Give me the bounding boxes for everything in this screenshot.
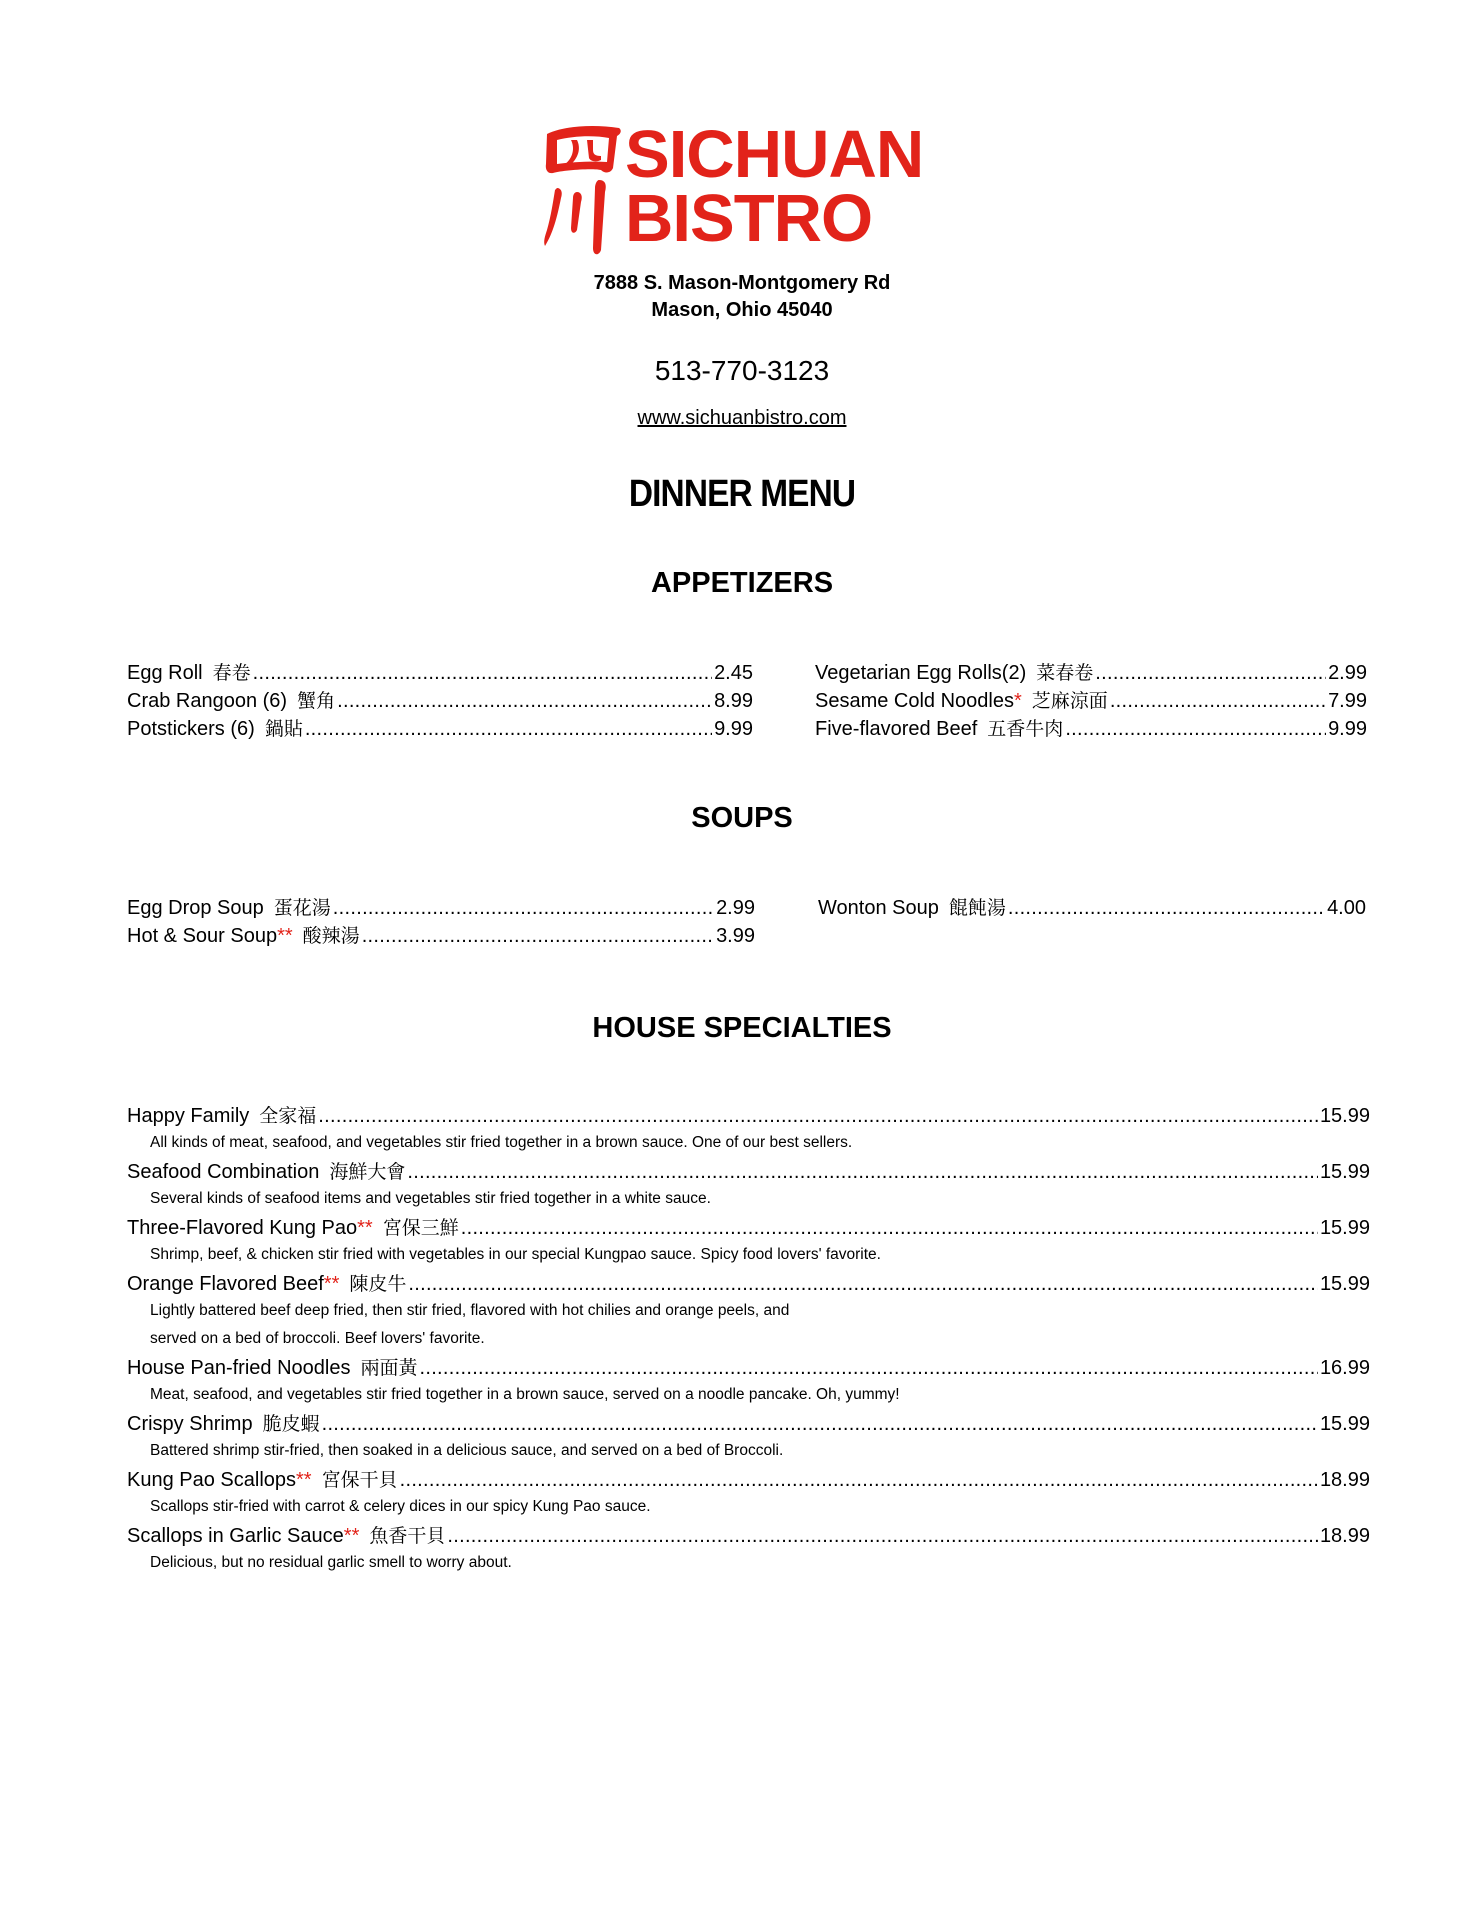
dot-leader [322,1411,1318,1437]
menu-item [815,716,1367,742]
sichuan-calligraphy-logo [543,118,625,258]
menu-item-name: Hot & Sour Soup [127,925,278,947]
menu-item-name: Egg Roll [127,662,203,684]
menu-item-price: 4.00 [1327,897,1366,919]
menu-item-chinese-name: 宮保干貝 [321,1469,398,1491]
menu-item-name: Egg Drop Soup [127,897,264,919]
menu-item-name: Five-flavored Beef [815,718,978,740]
menu-item [127,1271,1370,1297]
menu-item [127,1215,1370,1241]
menu-item-name: Scallops in Garlic Sauce [127,1525,344,1547]
dot-leader [333,895,714,921]
menu-item-description: Several kinds of seafood items and vegetables stir fried together in a white sauce. [150,1190,711,1207]
website-line [0,405,1484,431]
menu-item [127,1103,1370,1129]
menu-item-name: Crab Rangoon (6) [127,690,288,712]
dot-leader [337,688,712,714]
menu-item [127,923,755,949]
menu-item-price: 18.99 [1319,1525,1370,1547]
menu-item-description: Scallops stir-fried with carrot & celery dices in our spicy Kung Pao sauce. [150,1498,651,1515]
menu-item-chinese-name: 陳皮牛 [349,1273,407,1295]
phone-number: 513-770-3123 [654,355,830,386]
menu-item-name: Potstickers (6) [127,718,255,740]
dot-leader [1095,660,1326,686]
menu-item-price: 15.99 [1319,1105,1370,1127]
menu-item-price: 15.99 [1319,1273,1370,1295]
restaurant-logo [543,118,925,258]
menu-item-chinese-name: 酸辣湯 [302,925,360,947]
menu-item-description: Shrimp, beef, & chicken stir fried with vegetables in our special Kungpao sauce. Spicy food lovers' favorite. [150,1246,881,1263]
logo-text-sichuan: SICHUAN [625,117,924,192]
dot-leader [253,660,712,686]
menu-item-description: served on a bed of broccoli. Beef lovers' favorite. [150,1330,485,1347]
menu-item-price: 15.99 [1319,1217,1370,1239]
menu-item [127,1355,1370,1381]
dot-leader [447,1523,1318,1549]
menu-item-chinese-name: 芝麻涼面 [1031,690,1108,712]
menu-item-price: 3.99 [716,925,755,947]
menu-item-chinese-name: 脆皮蝦 [262,1413,320,1435]
spicy-marker: ** [323,1273,340,1295]
menu-item-chinese-name: 春卷 [212,662,251,684]
spicy-marker: ** [357,1217,373,1239]
dot-leader [1110,688,1326,714]
menu-item-price: 9.99 [714,718,753,740]
menu-item-price: 2.99 [716,897,755,919]
menu-item-chinese-name: 鍋貼 [264,718,303,740]
menu-item [127,716,753,742]
menu-item-chinese-name: 海鮮大會 [329,1161,406,1183]
menu-item [815,660,1367,686]
dot-leader [400,1467,1318,1493]
menu-item-chinese-name: 菜春卷 [1036,662,1094,684]
dot-leader [1008,895,1325,921]
menu-item-description: Meat, seafood, and vegetables stir fried together in a brown sauce, served on a noodle pancake. Oh, yummy! [150,1386,900,1403]
menu-item-chinese-name: 蟹角 [297,690,336,712]
menu-item [818,895,1366,921]
menu-item-name: Three-Flavored Kung Pao [127,1217,358,1239]
menu-item-price: 9.99 [1328,718,1367,740]
spicy-marker: * [1014,690,1022,712]
menu-item-price: 8.99 [714,690,753,712]
dot-leader [362,923,714,949]
menu-item-description: All kinds of meat, seafood, and vegetables stir fried together in a brown sauce. One of our best sellers. [150,1134,853,1151]
menu-item-name: Orange Flavored Beef [127,1273,324,1295]
menu-item-description: Delicious, but no residual garlic smell to worry about. [150,1554,512,1571]
menu-item-price: 15.99 [1319,1413,1370,1435]
section-title-appetizers: APPETIZERS [650,567,834,599]
section-title-soups: SOUPS [691,802,793,834]
menu-title: DINNER MENU [628,473,856,515]
menu-item [127,1159,1370,1185]
dot-leader [1065,716,1326,742]
menu-item-name: Wonton Soup [818,897,939,919]
dot-leader [408,1271,1318,1297]
menu-item-chinese-name: 魚香干貝 [369,1525,446,1547]
menu-item-chinese-name: 宮保三鮮 [382,1217,459,1239]
menu-item-name: Kung Pao Scallops [127,1469,297,1491]
address-street: 7888 S. Mason-Montgomery Rd [593,272,891,294]
spicy-marker: ** [343,1525,360,1547]
address-city: Mason, Ohio 45040 [651,299,833,321]
menu-item-chinese-name: 餛飩湯 [948,897,1006,919]
menu-item-name: House Pan-fried Noodles [127,1357,351,1379]
menu-item-price: 15.99 [1319,1161,1370,1183]
menu-item-name: Happy Family [127,1105,250,1127]
menu-item [127,1411,1370,1437]
menu-item-name: Crispy Shrimp [127,1413,253,1435]
menu-item [127,660,753,686]
section-title-house-specialties: HOUSE SPECIALTIES [592,1012,892,1044]
menu-item [127,895,755,921]
menu-item-price: 16.99 [1319,1357,1370,1379]
dot-leader [305,716,712,742]
menu-item-chinese-name: 兩面黃 [360,1357,418,1379]
menu-item-price: 7.99 [1328,690,1367,712]
menu-item [815,688,1367,714]
dot-leader [461,1215,1318,1241]
menu-item-name: Vegetarian Egg Rolls(2) [815,662,1027,684]
dot-leader [407,1159,1318,1185]
dot-leader [419,1355,1317,1381]
menu-item [127,688,753,714]
menu-item-name: Seafood Combination [127,1161,320,1183]
menu-item-price: 18.99 [1319,1469,1370,1491]
spicy-marker: ** [277,925,293,947]
menu-item-chinese-name: 全家福 [259,1105,317,1127]
menu-item [127,1467,1370,1493]
logo-text-bistro: BISTRO [625,181,873,256]
dot-leader [318,1103,1318,1129]
menu-item-chinese-name: 五香牛肉 [987,718,1064,740]
menu-item-description: Battered shrimp stir-fried, then soaked in a delicious sauce, and served on a bed of Broccoli. [150,1442,784,1459]
menu-item-price: 2.45 [714,662,753,684]
menu-item-name: Sesame Cold Noodles [815,690,1014,712]
menu-item-description: Lightly battered beef deep fried, then stir fried, flavored with hot chilies and orange peels, and [150,1302,790,1319]
menu-item-chinese-name: 蛋花湯 [273,897,331,919]
menu-item [127,1523,1370,1549]
website-link[interactable]: www.sichuanbistro.com [637,407,847,429]
menu-item-price: 2.99 [1328,662,1367,684]
spicy-marker: ** [296,1469,312,1491]
